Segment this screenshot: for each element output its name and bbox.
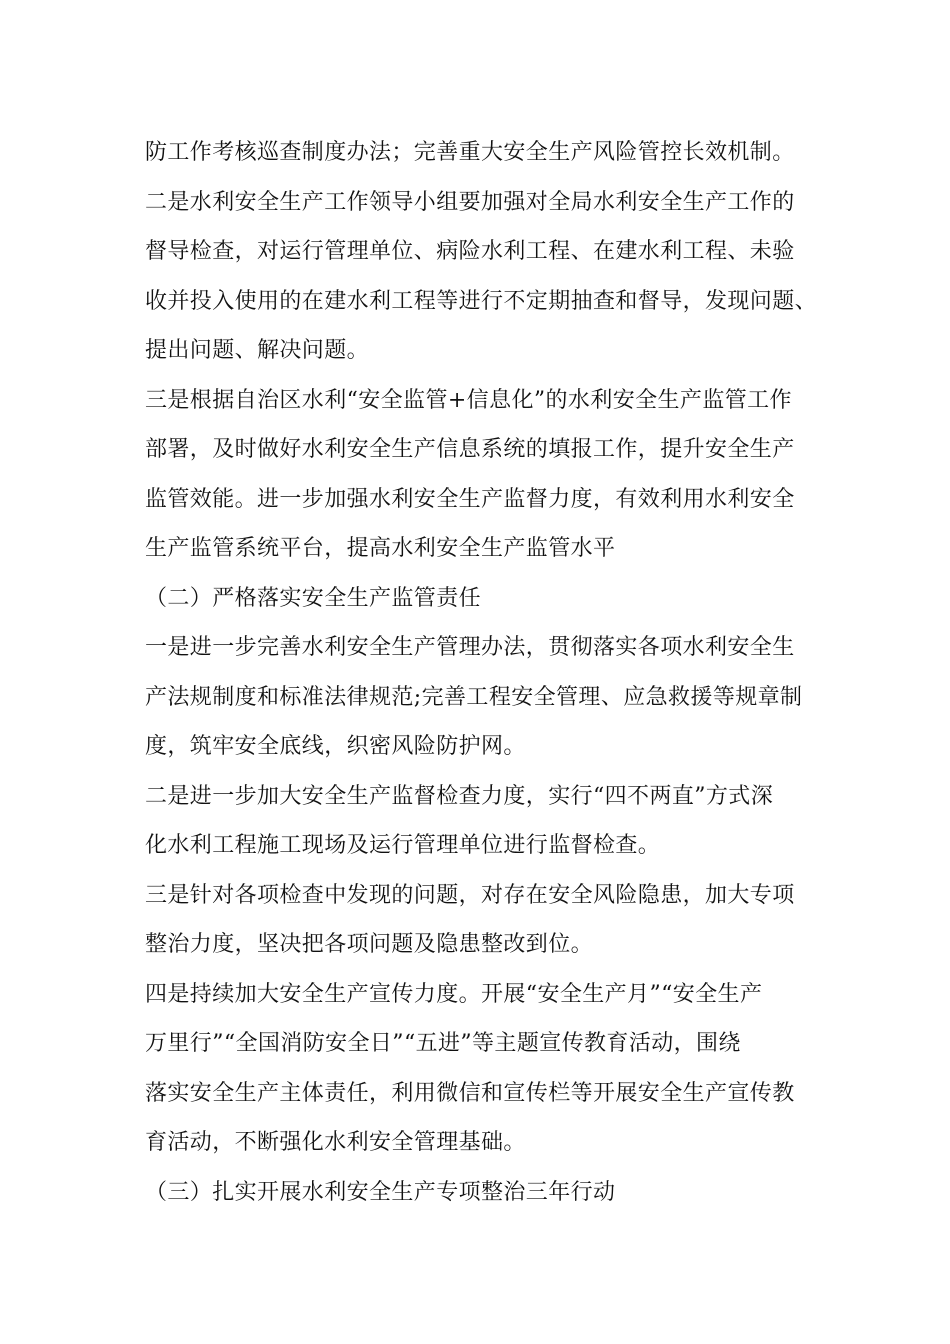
text-line: 部署，及时做好水利安全生产信息系统的填报工作，提升安全生产 [145, 437, 795, 462]
text-line: 三是针对各项检查中发现的问题，对存在安全风险隐患，加大专项 [145, 882, 795, 908]
section-heading: （三）扎实开展水利安全生产专项整治三年行动 [145, 1179, 616, 1205]
section-heading: （二）严格落实安全生产监管责任 [145, 585, 482, 611]
text-line: 生产监管系统平台，提高水利安全生产监管水平 [145, 536, 616, 561]
text-line: 防工作考核巡查制度办法；完善重大安全生产风险管控长效机制。 [145, 140, 795, 165]
text-line: 整治力度，坚决把各项问题及隐患整改到位。 [145, 932, 594, 957]
text-line: 化水利工程施工现场及运行管理单位进行监督检查。 [145, 833, 661, 858]
text-line: 监管效能。进一步加强水利安全生产监督力度，有效利用水利安全 [145, 486, 795, 512]
text-line: 四是持续加大安全生产宣传力度。开展“安全生产月”“安全生产 [145, 981, 763, 1007]
text-line: 万里行”“全国消防安全日”“五进”等主题宣传教育活动，围绕 [145, 1031, 741, 1056]
text-line: 提出问题、解决问题。 [145, 338, 370, 363]
text-line: 三是根据自治区水利“安全监管+信息化”的水利安全生产监管工作 [145, 387, 792, 413]
text-line: 落实安全生产主体责任，利用微信和宣传栏等开展安全生产宣传教 [145, 1080, 795, 1106]
text-line: 度，筑牢安全底线，织密风险防护网。 [145, 734, 526, 759]
text-line: 二是进一步加大安全生产监督检查力度，实行“四不两直”方式深 [145, 783, 774, 809]
text-line: 育活动，不断强化水利安全管理基础。 [145, 1130, 526, 1155]
text-line: 二是水利安全生产工作领导小组要加强对全局水利安全生产工作的 [145, 189, 795, 215]
text-line: 一是进一步完善水利安全生产管理办法，贯彻落实各项水利安全生 [145, 635, 795, 660]
document-body [145, 128, 835, 1217]
text-line: 产法规制度和标准法律规范;完善工程安全管理、应急救援等规章制 [145, 684, 803, 710]
text-line: 督导检查，对运行管理单位、病险水利工程、在建水利工程、未验 [145, 239, 795, 264]
text-line: 收并投入使用的在建水利工程等进行不定期抽查和督导，发现问题、 [145, 288, 818, 314]
